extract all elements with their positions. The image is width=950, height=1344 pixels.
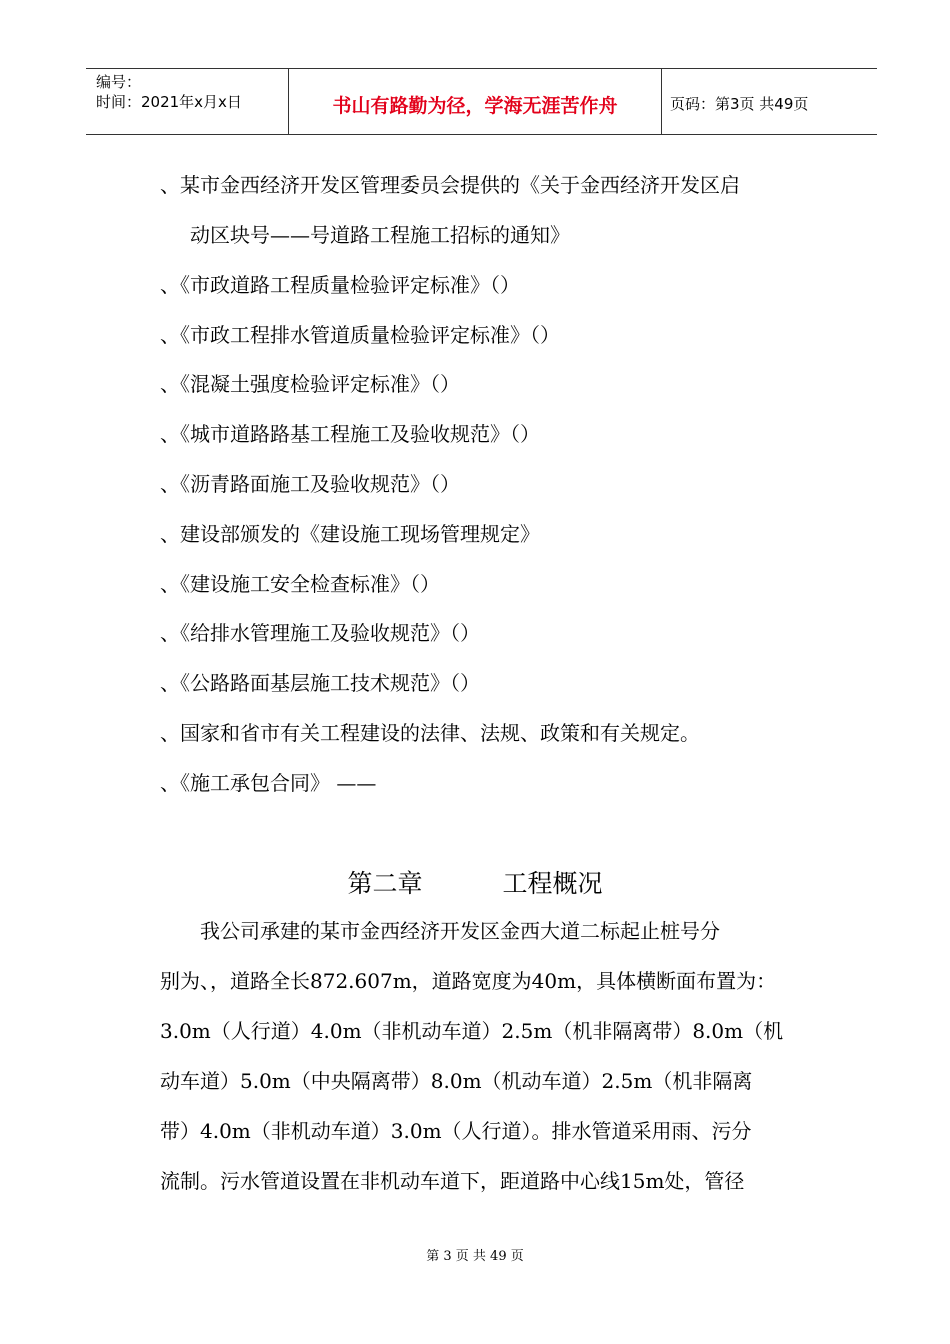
reference-item-8: 、《建设施工安全检查标准》（） (160, 572, 440, 596)
reference-item-1-continued: 动区块号——号道路工程施工招标的通知》 (190, 223, 570, 247)
header-page-number: 页码：第3页 共49页 (670, 95, 809, 113)
paragraph-line-6: 流制。污水管道设置在非机动车道下，距道路中心线15m处，管径 (160, 1169, 745, 1193)
page-header (86, 68, 877, 135)
paragraph-line-2: 别为、，道路全长872.607m，道路宽度为40m，具体横断面布置为： (160, 969, 777, 993)
header-left-cell (86, 69, 288, 134)
header-middle-cell (288, 69, 662, 134)
reference-item-7: 、建设部颁发的《建设施工现场管理规定》 (160, 522, 540, 546)
chapter-heading (0, 864, 950, 900)
reference-item-5: 、《城市道路路基工程施工及验收规范》（） (160, 422, 540, 446)
reference-item-11: 、国家和省市有关工程建设的法律、法规、政策和有关规定。 (160, 721, 700, 745)
reference-item-3: 、《市政工程排水管道质量检验评定标准》（） (160, 323, 560, 347)
reference-item-9: 、《给排水管理施工及验收规范》（） (160, 621, 480, 645)
paragraph-line-3: 3.0m（人行道）4.0m（非机动车道）2.5m（机非隔离带）8.0m（机 (160, 1019, 784, 1043)
header-right-cell (662, 69, 877, 134)
paragraph-line-4: 动车道）5.0m（中央隔离带）8.0m（机动车道）2.5m（机非隔离 (160, 1069, 753, 1093)
reference-item-12: 、《施工承包合同》 —— (160, 771, 377, 795)
page-footer: 第 3 页 共 49 页 (426, 1249, 524, 1264)
header-motto: 书山有路勤为径，学海无涯苦作舟 (332, 95, 618, 117)
chapter-number: 第二章 (347, 869, 423, 898)
reference-item-2: 、《市政道路工程质量检验评定标准》（） (160, 273, 520, 297)
chapter-title: 工程概况 (502, 869, 603, 898)
reference-item-4: 、《混凝土强度检验评定标准》（） (160, 372, 460, 396)
reference-item-6: 、《沥青路面施工及验收规范》（） (160, 472, 460, 496)
document-code-label: 编号： (96, 73, 142, 91)
document-date-label: 时间：2021年x月x日 (96, 93, 242, 111)
reference-item-10: 、《公路路面基层施工技术规范》（） (160, 671, 480, 695)
reference-item-1: 、某市金西经济开发区管理委员会提供的《关于金西经济开发区启 (160, 173, 740, 197)
paragraph-line-1: 我公司承建的某市金西经济开发区金西大道二标起止桩号分 (160, 919, 720, 943)
paragraph-line-5: 带）4.0m（非机动车道）3.0m（人行道）。排水管道采用雨、污分 (160, 1119, 752, 1143)
